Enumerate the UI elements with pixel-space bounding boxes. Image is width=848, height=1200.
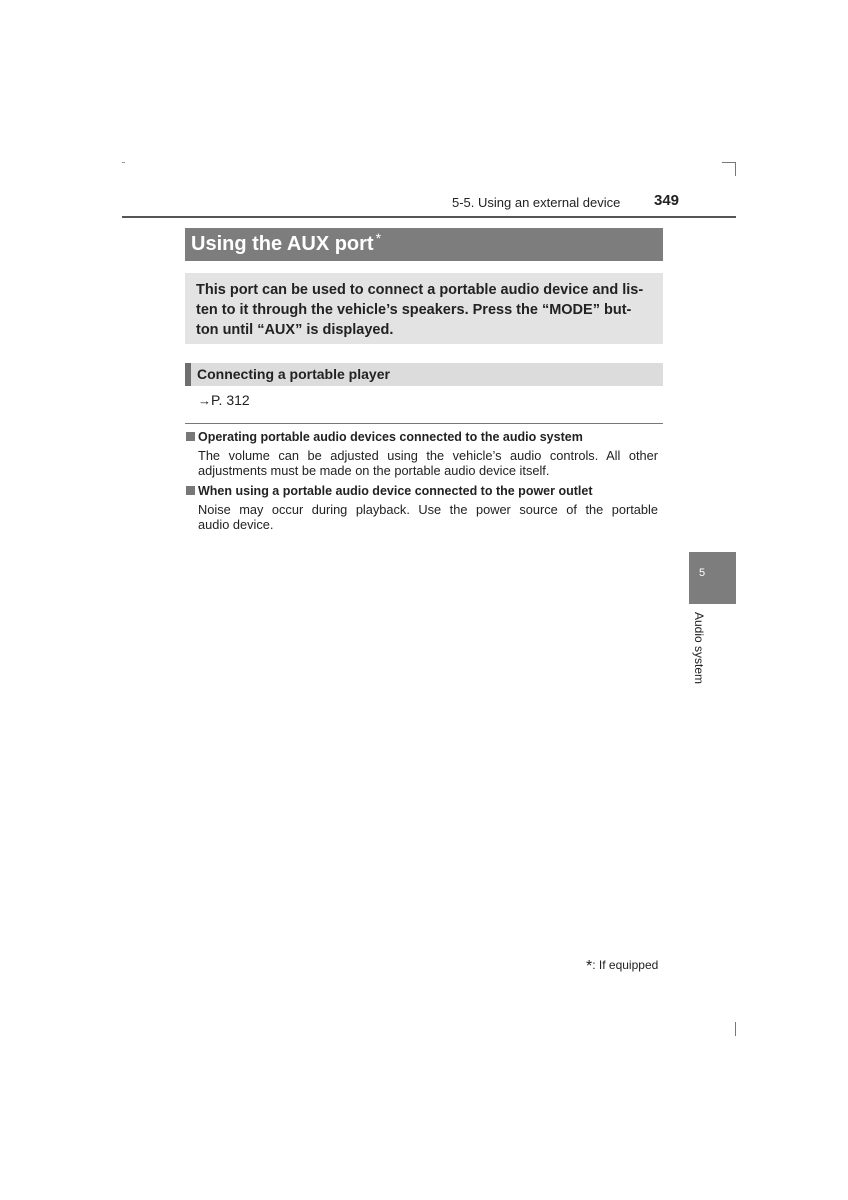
chapter-tab	[689, 552, 736, 604]
square-bullet-icon	[186, 486, 195, 495]
chapter-number: 5	[699, 567, 706, 579]
crop-mark-top-left	[122, 162, 125, 163]
chapter-label: Audio system	[692, 612, 706, 685]
page-title-text: Using the AUX port	[191, 233, 374, 255]
notes-divider	[185, 423, 663, 424]
page-number: 349	[654, 192, 680, 209]
header-rule	[122, 216, 736, 218]
footnote-marker: *	[586, 958, 593, 975]
note-line: adjustments must be made on the portable audio device itself.	[198, 463, 550, 478]
crop-mark-top-right-vertical	[735, 162, 736, 176]
intro-box	[185, 273, 663, 344]
subsection-heading: Connecting a portable player	[185, 363, 663, 386]
footnote-text: : If equipped	[592, 958, 659, 972]
note-heading	[186, 484, 592, 498]
note-line: audio device.	[198, 517, 274, 532]
note-heading-text: Operating portable audio devices connected to the audio system	[198, 430, 583, 444]
note-heading	[186, 430, 583, 444]
note-line: The volume can be adjusted using the vehicle’s audio controls. All other	[198, 448, 658, 463]
note-line: Noise may occur during playback. Use the power source of the portable	[198, 502, 658, 517]
page-reference	[198, 392, 250, 408]
crop-mark-top-right-horizontal	[722, 162, 736, 163]
intro-line: This port can be used to connect a portable audio device and lis-	[196, 282, 644, 298]
note-heading-text: When using a portable audio device connected to the power outlet	[198, 484, 593, 498]
reference-arrow-icon: →	[198, 393, 211, 408]
page-title	[185, 228, 663, 261]
reference-link[interactable]: P. 312	[211, 392, 250, 408]
intro-line: ton until “AUX” is displayed.	[196, 322, 394, 338]
if-equipped-marker: *	[375, 230, 382, 246]
crop-mark-bottom-right	[735, 1022, 736, 1036]
note-body	[198, 448, 658, 478]
running-header-section: 5-5. Using an external device	[452, 195, 621, 210]
footnote	[586, 958, 658, 976]
square-bullet-icon	[186, 432, 195, 441]
note-body	[198, 502, 658, 532]
intro-line: ten to it through the vehicle’s speakers. Press the “MODE” but-	[196, 302, 632, 318]
